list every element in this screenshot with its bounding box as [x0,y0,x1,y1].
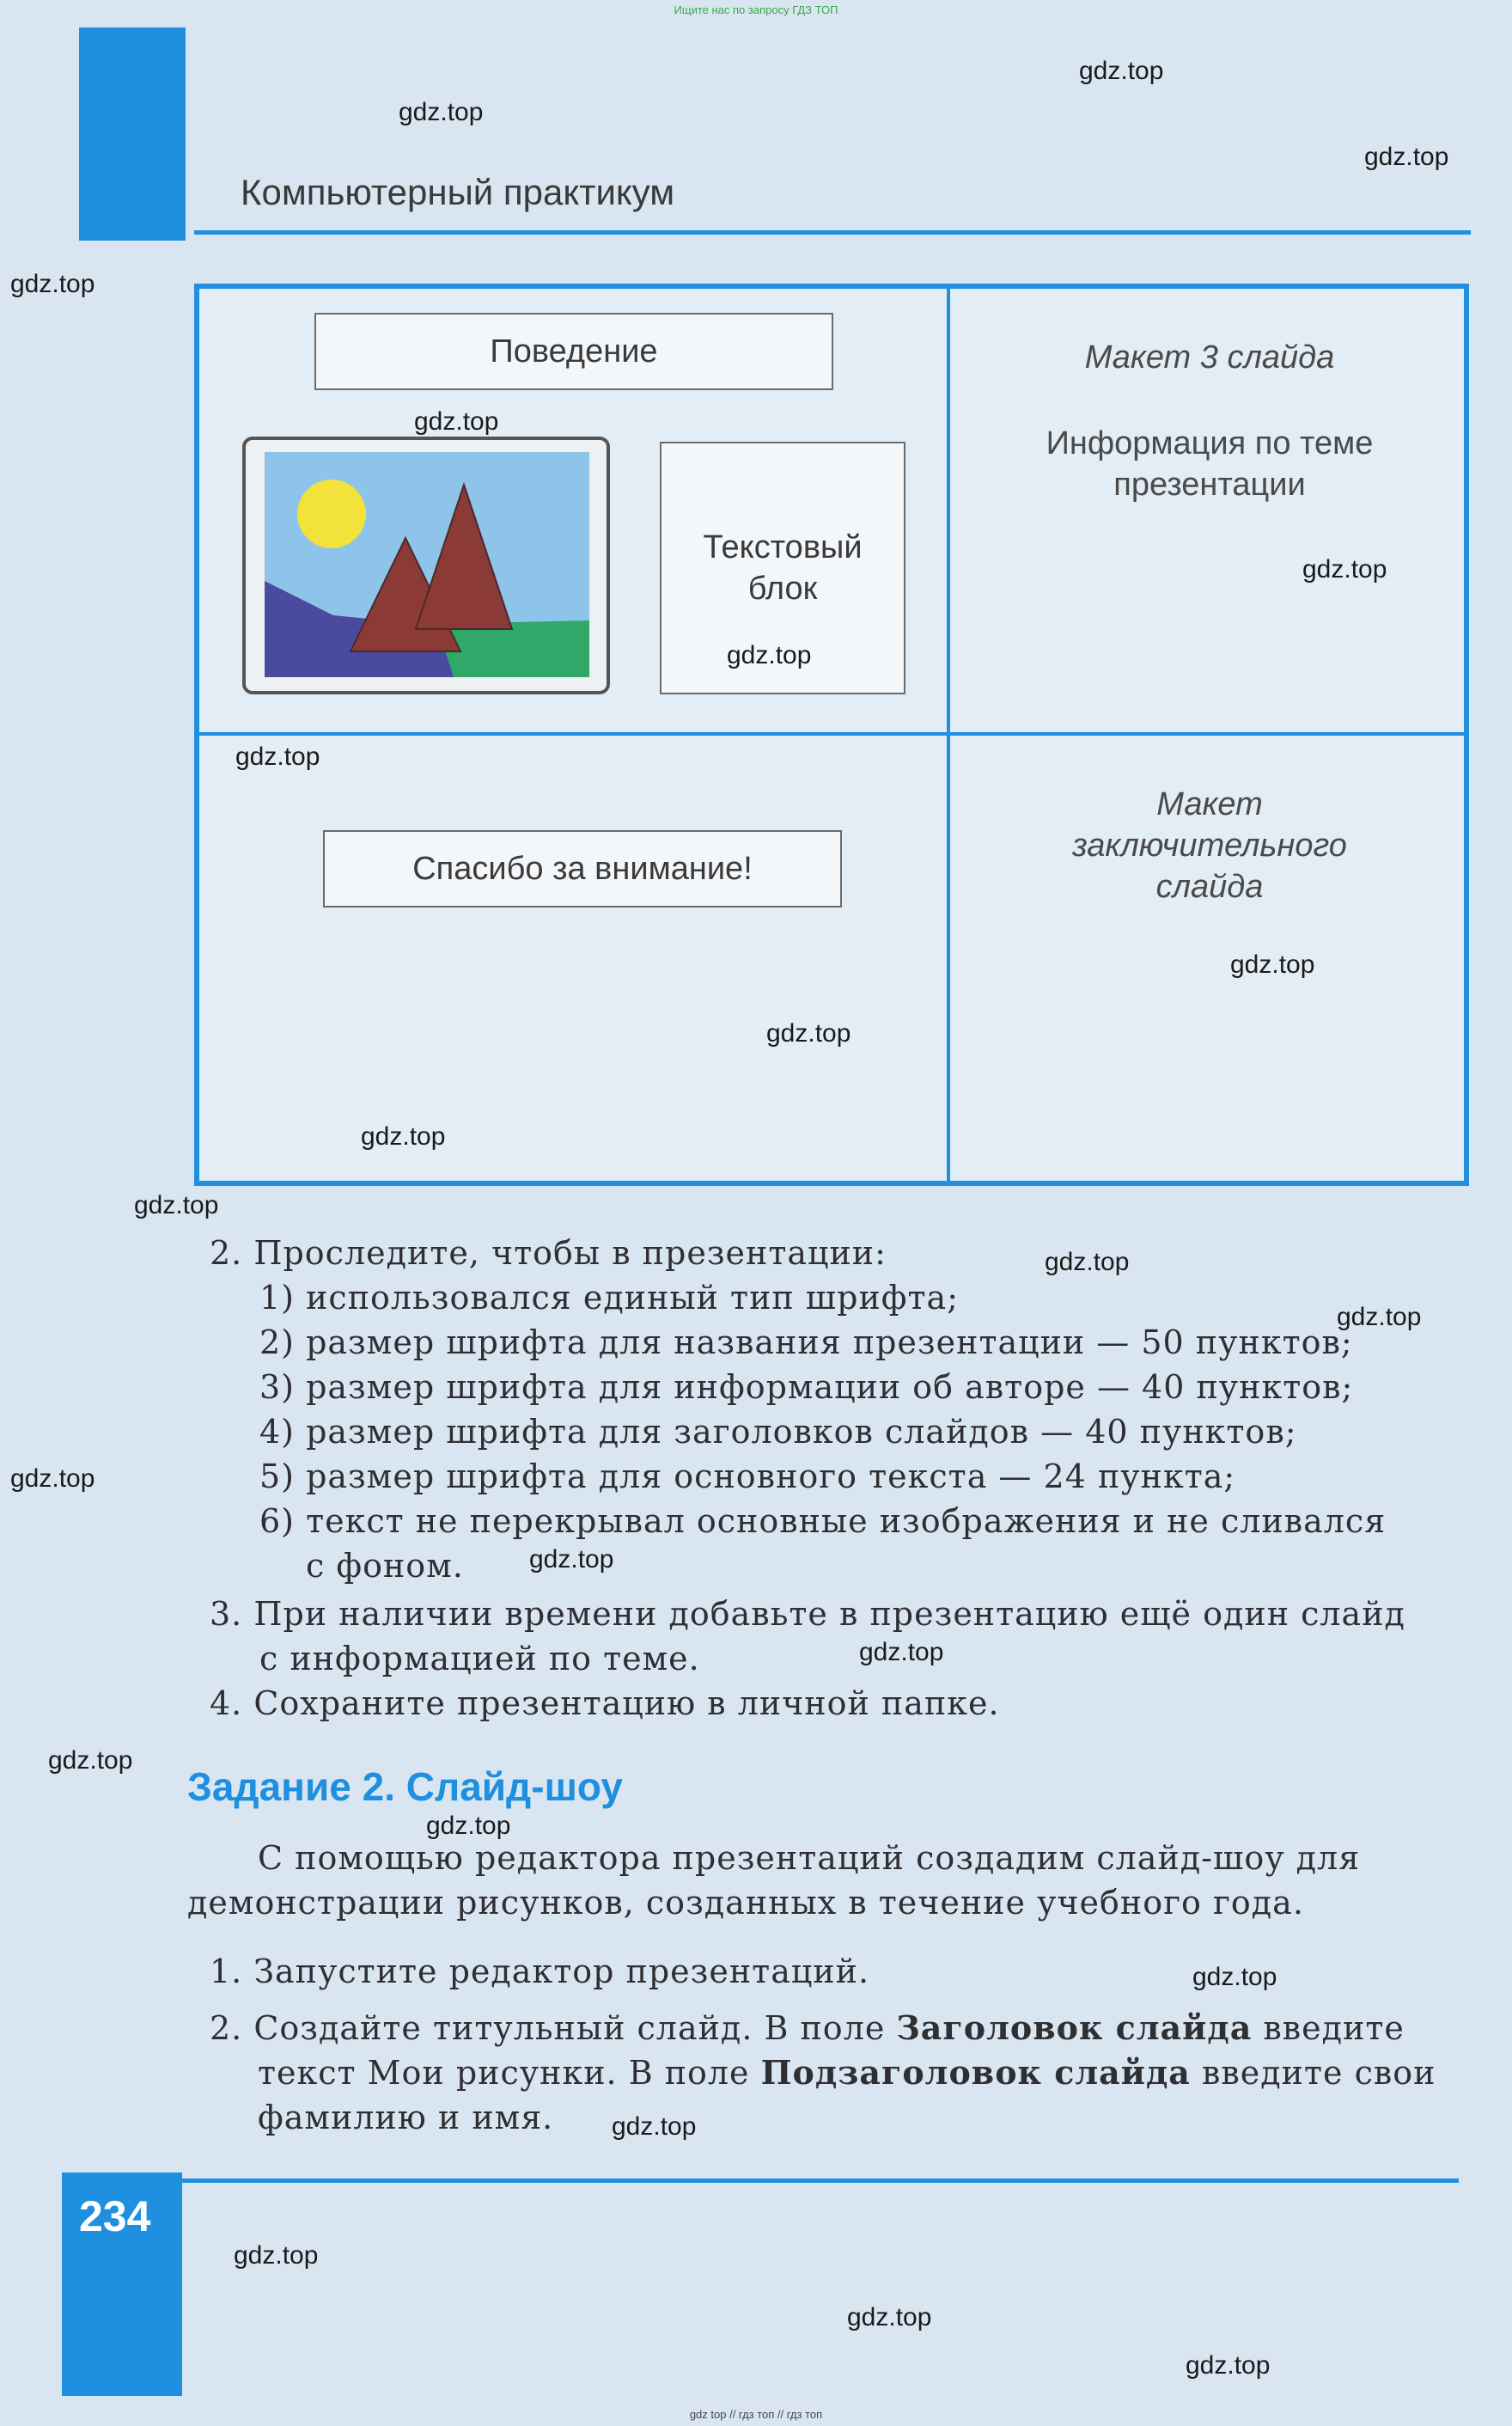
slides-layout-table [194,284,1469,1186]
watermark: gdz.top [1192,1963,1277,1991]
list-item: фамилию и имя. [258,2099,554,2136]
landscape-image-icon [265,452,589,677]
watermark: gdz.top [727,641,812,669]
list-item: с информацией по теме. [259,1640,700,1677]
watermark: gdz.top [1186,2351,1271,2380]
watermark: gdz.top [766,1019,851,1048]
watermark: gdz.top [1302,555,1387,584]
list-item: 2. Проследите, чтобы в презентации: [210,1234,887,1272]
header-divider [194,230,1471,235]
watermark: gdz.top [399,98,484,126]
watermark: gdz.top [414,407,499,436]
text-run: текст Мои рисунки. В поле [258,2054,761,2092]
watermark: gdz.top [234,2241,319,2270]
final-layout-line2: заключительного [1072,828,1347,864]
list-item: 1) использовался единый тип шрифта; [259,1279,959,1317]
list-item: 2) размер шрифта для названия презентации — 50 пунктов; [259,1323,1353,1361]
footer-divider [182,2179,1459,2183]
layout3-info-line1: Информация по теме [1046,425,1374,461]
paragraph-line: С помощью редактора презентаций создадим слайд-шоу для [258,1839,1361,1877]
watermark: gdz.top [1230,950,1315,979]
watermark: gdz.top [1364,143,1449,171]
watermark: gdz.top [1045,1248,1130,1276]
watermark: gdz.top [426,1812,511,1840]
watermark: gdz.top [859,1638,944,1666]
bottom-note: gdz top // гдз топ // гдз топ [689,2408,823,2421]
title-box: Поведение [314,313,833,390]
top-note: Ищите нас по запросу ГДЗ ТОП [674,3,838,16]
paragraph-line: демонстрации рисунков, созданных в течение учебного года. [187,1884,1304,1922]
layout3-info-line2: презентации [1113,467,1306,503]
watermark: gdz.top [847,2303,932,2331]
watermark: gdz.top [10,1464,95,1493]
picture-placeholder [242,437,610,694]
list-item: 4. Сохраните презентацию в личной папке. [210,1684,1000,1722]
text-run: введите свои [1190,2054,1436,2092]
watermark: gdz.top [529,1545,614,1574]
watermark: gdz.top [10,270,95,298]
bold-term: Заголовок слайда [896,2008,1253,2047]
text-run: 2. Создайте титульный слайд. В поле [210,2009,897,2047]
final-layout-line3: слайда [1155,869,1264,905]
bold-term: Подзаголовок слайда [760,2053,1191,2092]
layout3-caption: Макет 3 слайда [1084,339,1335,376]
list-item: 3. При наличии времени добавьте в презентацию ещё один слайд [210,1595,1405,1633]
watermark: gdz.top [1079,57,1164,85]
watermark: gdz.top [134,1191,219,1219]
list-item: 1. Запустите редактор презентаций. [210,1952,870,1990]
list-item: с фоном. [306,1547,464,1585]
page-title: Компьютерный практикум [241,172,675,212]
watermark: gdz.top [361,1122,446,1151]
page-number: 234 [79,2192,151,2240]
watermark: gdz.top [48,1746,133,1775]
list-item: 6) текст не перекрывал основные изображения и не сливался [259,1502,1387,1540]
watermark: gdz.top [235,742,320,771]
thanks-box: Спасибо за внимание! [323,830,842,907]
text-run: введите [1252,2009,1405,2047]
watermark: gdz.top [1337,1303,1422,1331]
watermark: gdz.top [612,2112,697,2141]
list-item [210,2006,1405,2050]
side-accent-bar [79,27,186,241]
list-item: 4) размер шрифта для заголовков слайдов — 40 пунктов; [259,1413,1297,1451]
final-layout-line1: Макет [1156,786,1263,822]
table-divider-horizontal [199,732,1464,736]
list-item: 3) размер шрифта для информации об авторе — 40 пунктов; [259,1368,1354,1406]
text-block-label: Текстовый блок [703,529,863,607]
list-item: 5) размер шрифта для основного текста — 24 пункта; [259,1457,1236,1495]
section-heading: Задание 2. Слайд-шоу [187,1764,623,1809]
list-item [258,2050,1436,2095]
